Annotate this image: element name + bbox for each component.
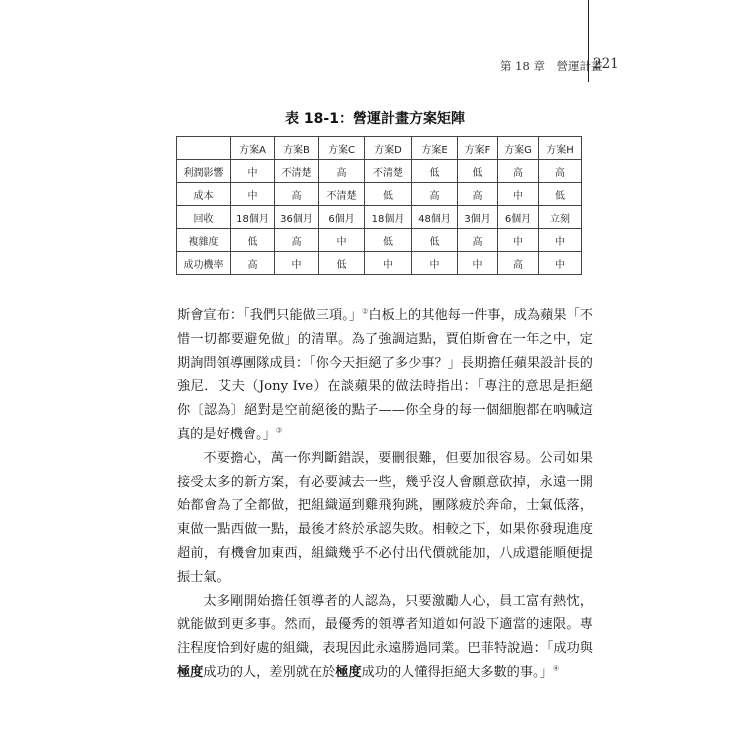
paragraph-text: 不要擔心，萬一你判斷錯誤，要刪很難，但要加很容易。公司如果接受太多的新方案，有必要減去一些，幾乎沒人會願意砍掉，永遠一開始都會為了全都做，把組織逼到雞飛狗跳，團隊疲於奔命，士氣低落，東做一點西做一點，最後才終於承認失敗。相較之下，如果你發現進度超前，有機會加東西，組織幾乎不必付出代價就能加，八成還能順便提振士氣。 <box>177 450 593 585</box>
row-label: 利潤影響 <box>177 160 231 183</box>
body-text <box>177 304 593 685</box>
table-cell: 18個月 <box>231 206 275 229</box>
table-row <box>177 183 582 206</box>
table-cell: 48個月 <box>412 206 458 229</box>
table-cell: 中 <box>231 160 275 183</box>
table-cell: 18個月 <box>365 206 412 229</box>
table-cell: 高 <box>319 160 365 183</box>
table-cell: 中 <box>365 252 412 275</box>
paragraph-text: 白板上的其他每一件事，成為蘋果「不惜一切都要避免做」的清單。為了強調這點，賈伯斯會在一年之中，定期詢問領導團隊成員：「你今天拒絕了多少事？」長期擔任蘋果設計長的強尼．艾夫（Jony Ive）在談蘋果的做法時指出：「專注的意思是拒絕你〔認為〕絕對是空前絕後的點子——你全身的每一個細胞都在吶喊這真的是好機會。」 <box>177 308 593 442</box>
table-cell: 中 <box>412 252 458 275</box>
row-label: 回收 <box>177 206 231 229</box>
table-cell: 高 <box>539 160 582 183</box>
table-cell: 高 <box>412 183 458 206</box>
table-row <box>177 229 582 252</box>
column-header: 方案D <box>365 137 412 160</box>
table-cell: 高 <box>458 183 498 206</box>
table-cell: 中 <box>498 183 539 206</box>
table-cell: 不清楚 <box>365 160 412 183</box>
footnote-marker: ④ <box>552 664 560 673</box>
table-cell: 高 <box>498 160 539 183</box>
table-cell: 6個月 <box>319 206 365 229</box>
paragraph-text: 成功的人懂得拒絕大多數的事。」 <box>361 664 553 680</box>
table-cell: 立刻 <box>539 206 582 229</box>
table-cell: 高 <box>275 229 319 252</box>
column-header: 方案B <box>275 137 319 160</box>
table-cell: 低 <box>231 229 275 252</box>
table-cell: 6個月 <box>498 206 539 229</box>
table-cell: 低 <box>365 183 412 206</box>
table-header-row <box>177 137 582 160</box>
table-cell: 不清楚 <box>319 183 365 206</box>
table-cell: 低 <box>319 252 365 275</box>
column-header: 方案F <box>458 137 498 160</box>
table-cell: 高 <box>458 229 498 252</box>
option-matrix-table <box>176 136 582 275</box>
chapter-title: 第 18 章 營運計畫 <box>500 59 603 73</box>
table-cell: 低 <box>412 229 458 252</box>
row-label: 複雜度 <box>177 229 231 252</box>
table-cell: 不清楚 <box>275 160 319 183</box>
table-cell: 低 <box>412 160 458 183</box>
paragraph-text: 太多剛開始擔任領導者的人認為，只要激勵人心，員工富有熱忱，就能做到更多事。然而，最優秀的領導者知道如何設下適當的速限。專注程度恰到好處的組織，表現因此永遠勝過同業。巴菲特說過：「成功與 <box>177 593 593 657</box>
table-row <box>177 160 582 183</box>
column-header: 方案G <box>498 137 539 160</box>
table-cell: 中 <box>539 252 582 275</box>
table-cell: 中 <box>231 183 275 206</box>
table-cell: 3個月 <box>458 206 498 229</box>
table-cell: 高 <box>498 252 539 275</box>
table-corner-cell <box>177 137 231 160</box>
column-header: 方案A <box>231 137 275 160</box>
column-header: 方案E <box>412 137 458 160</box>
column-header: 方案C <box>319 137 365 160</box>
paragraph-text: 斯會宣布：「我們只能做三項。」 <box>177 308 363 323</box>
paragraph-text: 成功的人，差別就在於 <box>203 664 336 680</box>
column-header: 方案H <box>539 137 582 160</box>
table-cell: 高 <box>231 252 275 275</box>
table-cell: 低 <box>365 229 412 252</box>
emphasis-text: 極度 <box>335 664 362 680</box>
table-cell: 中 <box>319 229 365 252</box>
table-cell: 36個月 <box>275 206 319 229</box>
table-cell: 低 <box>539 183 582 206</box>
table-cell: 中 <box>539 229 582 252</box>
running-head <box>460 56 690 74</box>
table-row <box>177 252 582 275</box>
footnote-marker: ③ <box>275 426 283 435</box>
footnote-marker: ② <box>362 307 369 316</box>
table-cell: 高 <box>275 183 319 206</box>
table-title: 表 18-1：營運計畫方案矩陣 <box>285 111 465 127</box>
table-row <box>177 206 582 229</box>
row-label: 成功機率 <box>177 252 231 275</box>
paragraph-1 <box>177 304 593 447</box>
table-cell: 中 <box>498 229 539 252</box>
table-cell: 中 <box>275 252 319 275</box>
page-number: 221 <box>593 56 619 72</box>
table-cell: 中 <box>458 252 498 275</box>
row-label: 成本 <box>177 183 231 206</box>
paragraph-2 <box>177 447 593 590</box>
emphasis-text: 極度 <box>177 664 204 680</box>
paragraph-3 <box>177 590 593 685</box>
table-cell: 低 <box>458 160 498 183</box>
